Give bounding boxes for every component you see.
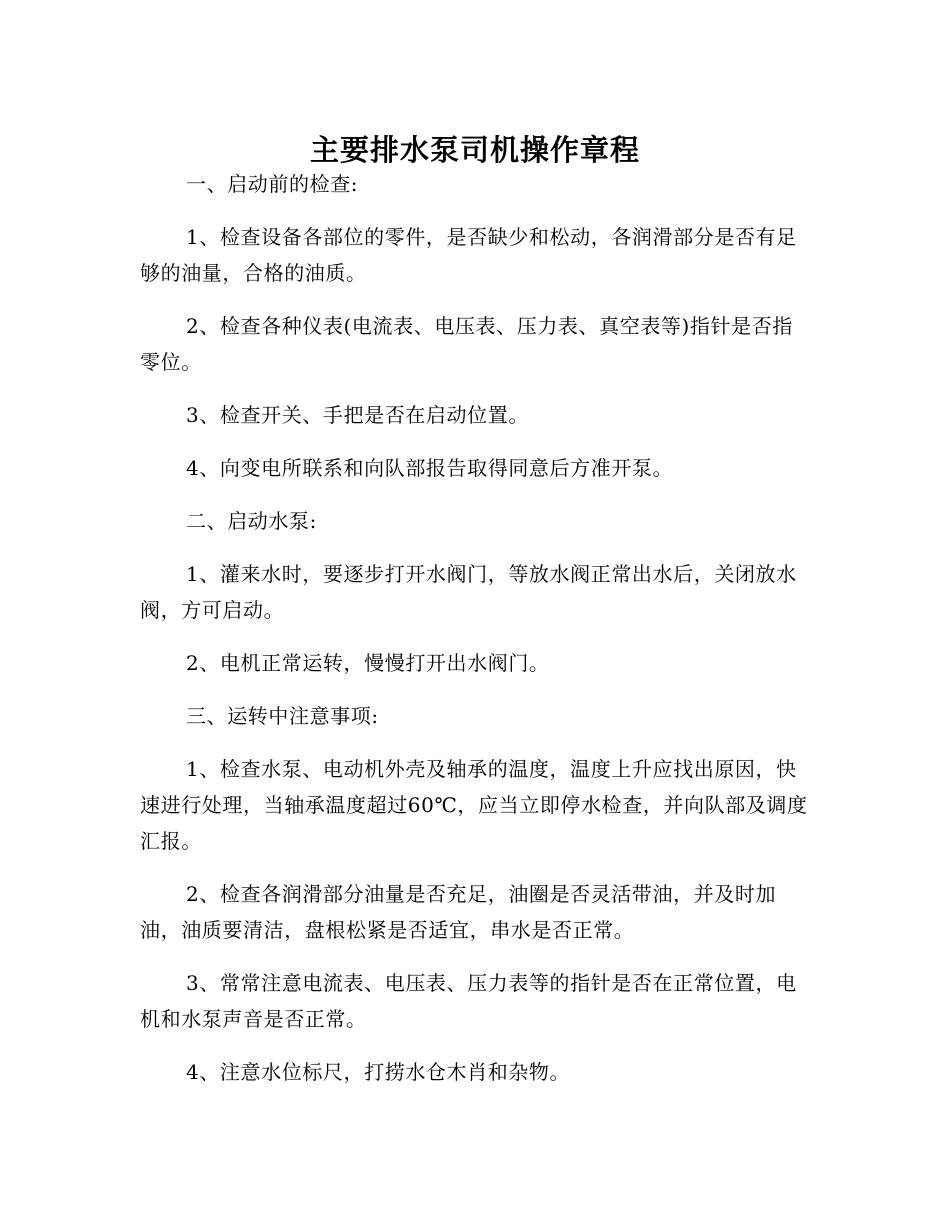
paragraph: 3、常常注意电流表、电压表、压力表等的指针是否在正常位置，电机和水泵声音是否正常。 [140,971,797,1031]
paragraph: 1、灌来水时，要逐步打开水阀门，等放水阀正常出水后，关闭放水阀，方可启动。 [140,562,797,622]
section-heading-start-pump: 二、启动水泵: [186,509,317,533]
document-body [140,166,808,1107]
paragraph: 2、检查各种仪表(电流表、电压表、压力表、真空表等)指针是否指零位。 [140,314,793,374]
paragraph: 1、检查水泵、电动机外壳及轴承的温度，温度上升应找出原因，快速进行处理，当轴承温度超过60℃，应当立即停水检查，并向队部及调度汇报。 [140,757,808,853]
paragraph: 4、注意水位标尺，打捞水仓木肖和杂物。 [186,1060,571,1084]
page-title: 主要排水泵司机操作章程 [309,133,640,168]
paragraph: 1、检查设备各部位的零件，是否缺少和松动，各润滑部分是否有足够的油量，合格的油质。 [140,225,797,285]
paragraph: 2、电机正常运转，慢慢打开出水阀门。 [186,651,550,675]
section-heading-operating-notes: 三、运转中注意事项: [186,704,379,728]
paragraph: 2、检查各润滑部分油量是否充足，油圈是否灵活带油，并及时加油，油质要清洁，盘根松紧是否适宜，串水是否正常。 [140,882,777,942]
paragraph: 4、向变电所联系和向队部报告取得同意后方准开泵。 [186,456,674,480]
paragraph: 3、检查开关、手把是否在启动位置。 [186,403,529,427]
section-heading-pre-start-check: 一、启动前的检查: [186,172,359,196]
